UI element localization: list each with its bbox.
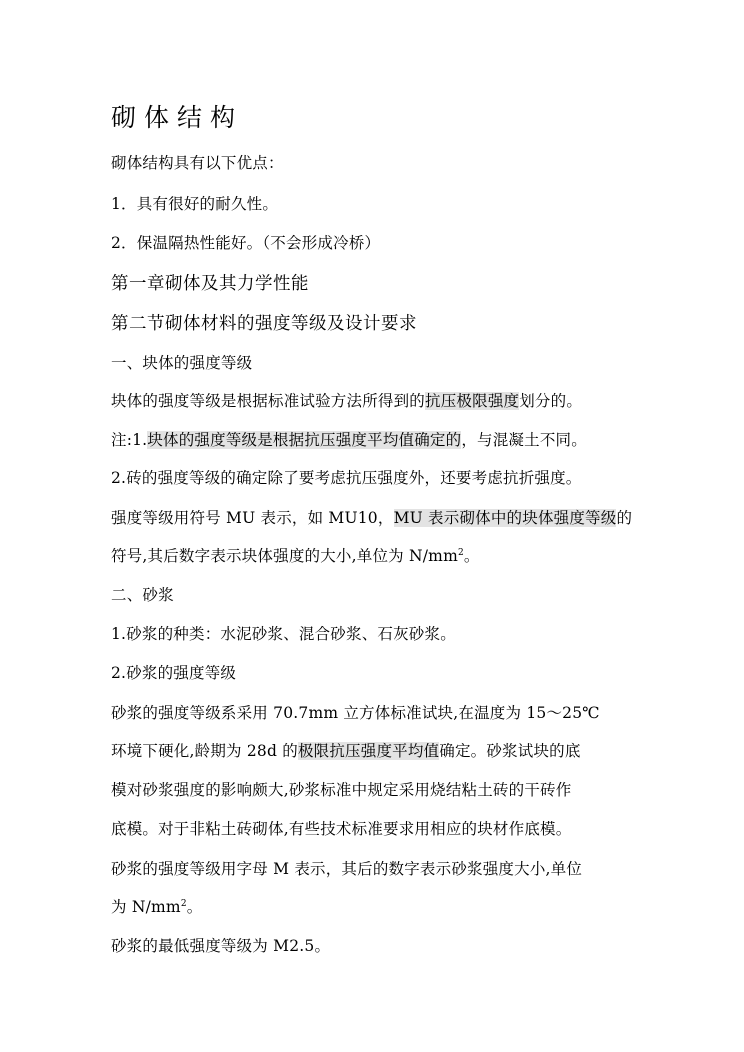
- text-run: 。: [186, 898, 203, 916]
- text-run: 为 N/mm: [111, 898, 181, 916]
- text-run: ，与混凝土不同。: [461, 431, 587, 449]
- text-run: 符号,其后数字表示块体强度的大小,单位为 N/mm: [111, 547, 458, 565]
- min-grade-text: 砂浆的最低强度等级为 M2.5。: [111, 937, 331, 955]
- section-heading: 第二节砌体材料的强度等级及设计要求: [111, 314, 417, 334]
- page-title: 砌体结构: [111, 103, 244, 132]
- text-run: 块体的强度等级是根据标准试验方法所得到的: [111, 392, 426, 410]
- highlighted-text: MU 表示砌体中的块体强度等级: [393, 509, 617, 527]
- subsection-heading: 二、砂浆: [111, 586, 174, 604]
- mu-paragraph-line-2: [111, 545, 480, 567]
- text-run: 注:1.: [111, 431, 148, 449]
- advantage-item: 2．保温隔热性能好。（不会形成冷桥）: [111, 234, 381, 252]
- note-2: 2.砖的强度等级的确定除了要考虑抗压强度外，还要考虑抗折强度。: [111, 469, 582, 487]
- highlighted-text: 极限抗压强度平均值: [297, 742, 440, 760]
- text-run: 。: [463, 547, 480, 565]
- mortar-grade-paragraph-line-2: [111, 896, 202, 918]
- mortar-paragraph-line-1: 砂浆的强度等级系采用 70.7mm 立方体标准试块,在温度为 15～25℃: [111, 704, 600, 722]
- text-run: 划分的。: [519, 392, 583, 410]
- superscript: 2: [457, 548, 464, 558]
- note-1: [111, 429, 587, 451]
- mortar-paragraph-line-2: [111, 740, 581, 762]
- highlighted-text: 块体的强度等级是根据抗压强度平均值确定的: [147, 431, 462, 449]
- superscript: 2: [180, 899, 187, 909]
- text-run: 强度等级用符号 MU 表示，如 MU10，: [111, 509, 394, 527]
- subsection-heading: 一、块体的强度等级: [111, 354, 253, 372]
- mortar-paragraph-line-4: 底模。对于非粘土砖砌体,有些技术标准要求用相应的块材作底模。: [111, 820, 572, 838]
- mortar-grade-title: 2.砂浆的强度等级: [111, 664, 237, 682]
- text-run: 确定。砂浆试块的底: [439, 742, 581, 760]
- intro-text: 砌体结构具有以下优点：: [111, 154, 284, 172]
- mortar-paragraph-line-3: 模对砂浆强度的影响颇大,砂浆标准中规定采用烧结粘土砖的干砖作: [111, 781, 572, 799]
- paragraph-block-grade: [111, 390, 582, 412]
- text-run: 的: [616, 509, 633, 527]
- mortar-types: 1.砂浆的种类：水泥砂浆、混合砂浆、石灰砂浆。: [111, 625, 456, 643]
- mortar-grade-paragraph-line-1: 砂浆的强度等级用字母 M 表示，其后的数字表示砂浆强度大小,单位: [111, 860, 583, 878]
- text-run: 环境下硬化,龄期为 28d 的: [111, 742, 298, 760]
- mu-paragraph-line-1: [111, 507, 632, 529]
- chapter-heading: 第一章砌体及其力学性能: [111, 274, 309, 294]
- highlighted-text: 抗压极限强度: [425, 392, 520, 410]
- advantage-item: 1．具有很好的耐久性。: [111, 195, 279, 213]
